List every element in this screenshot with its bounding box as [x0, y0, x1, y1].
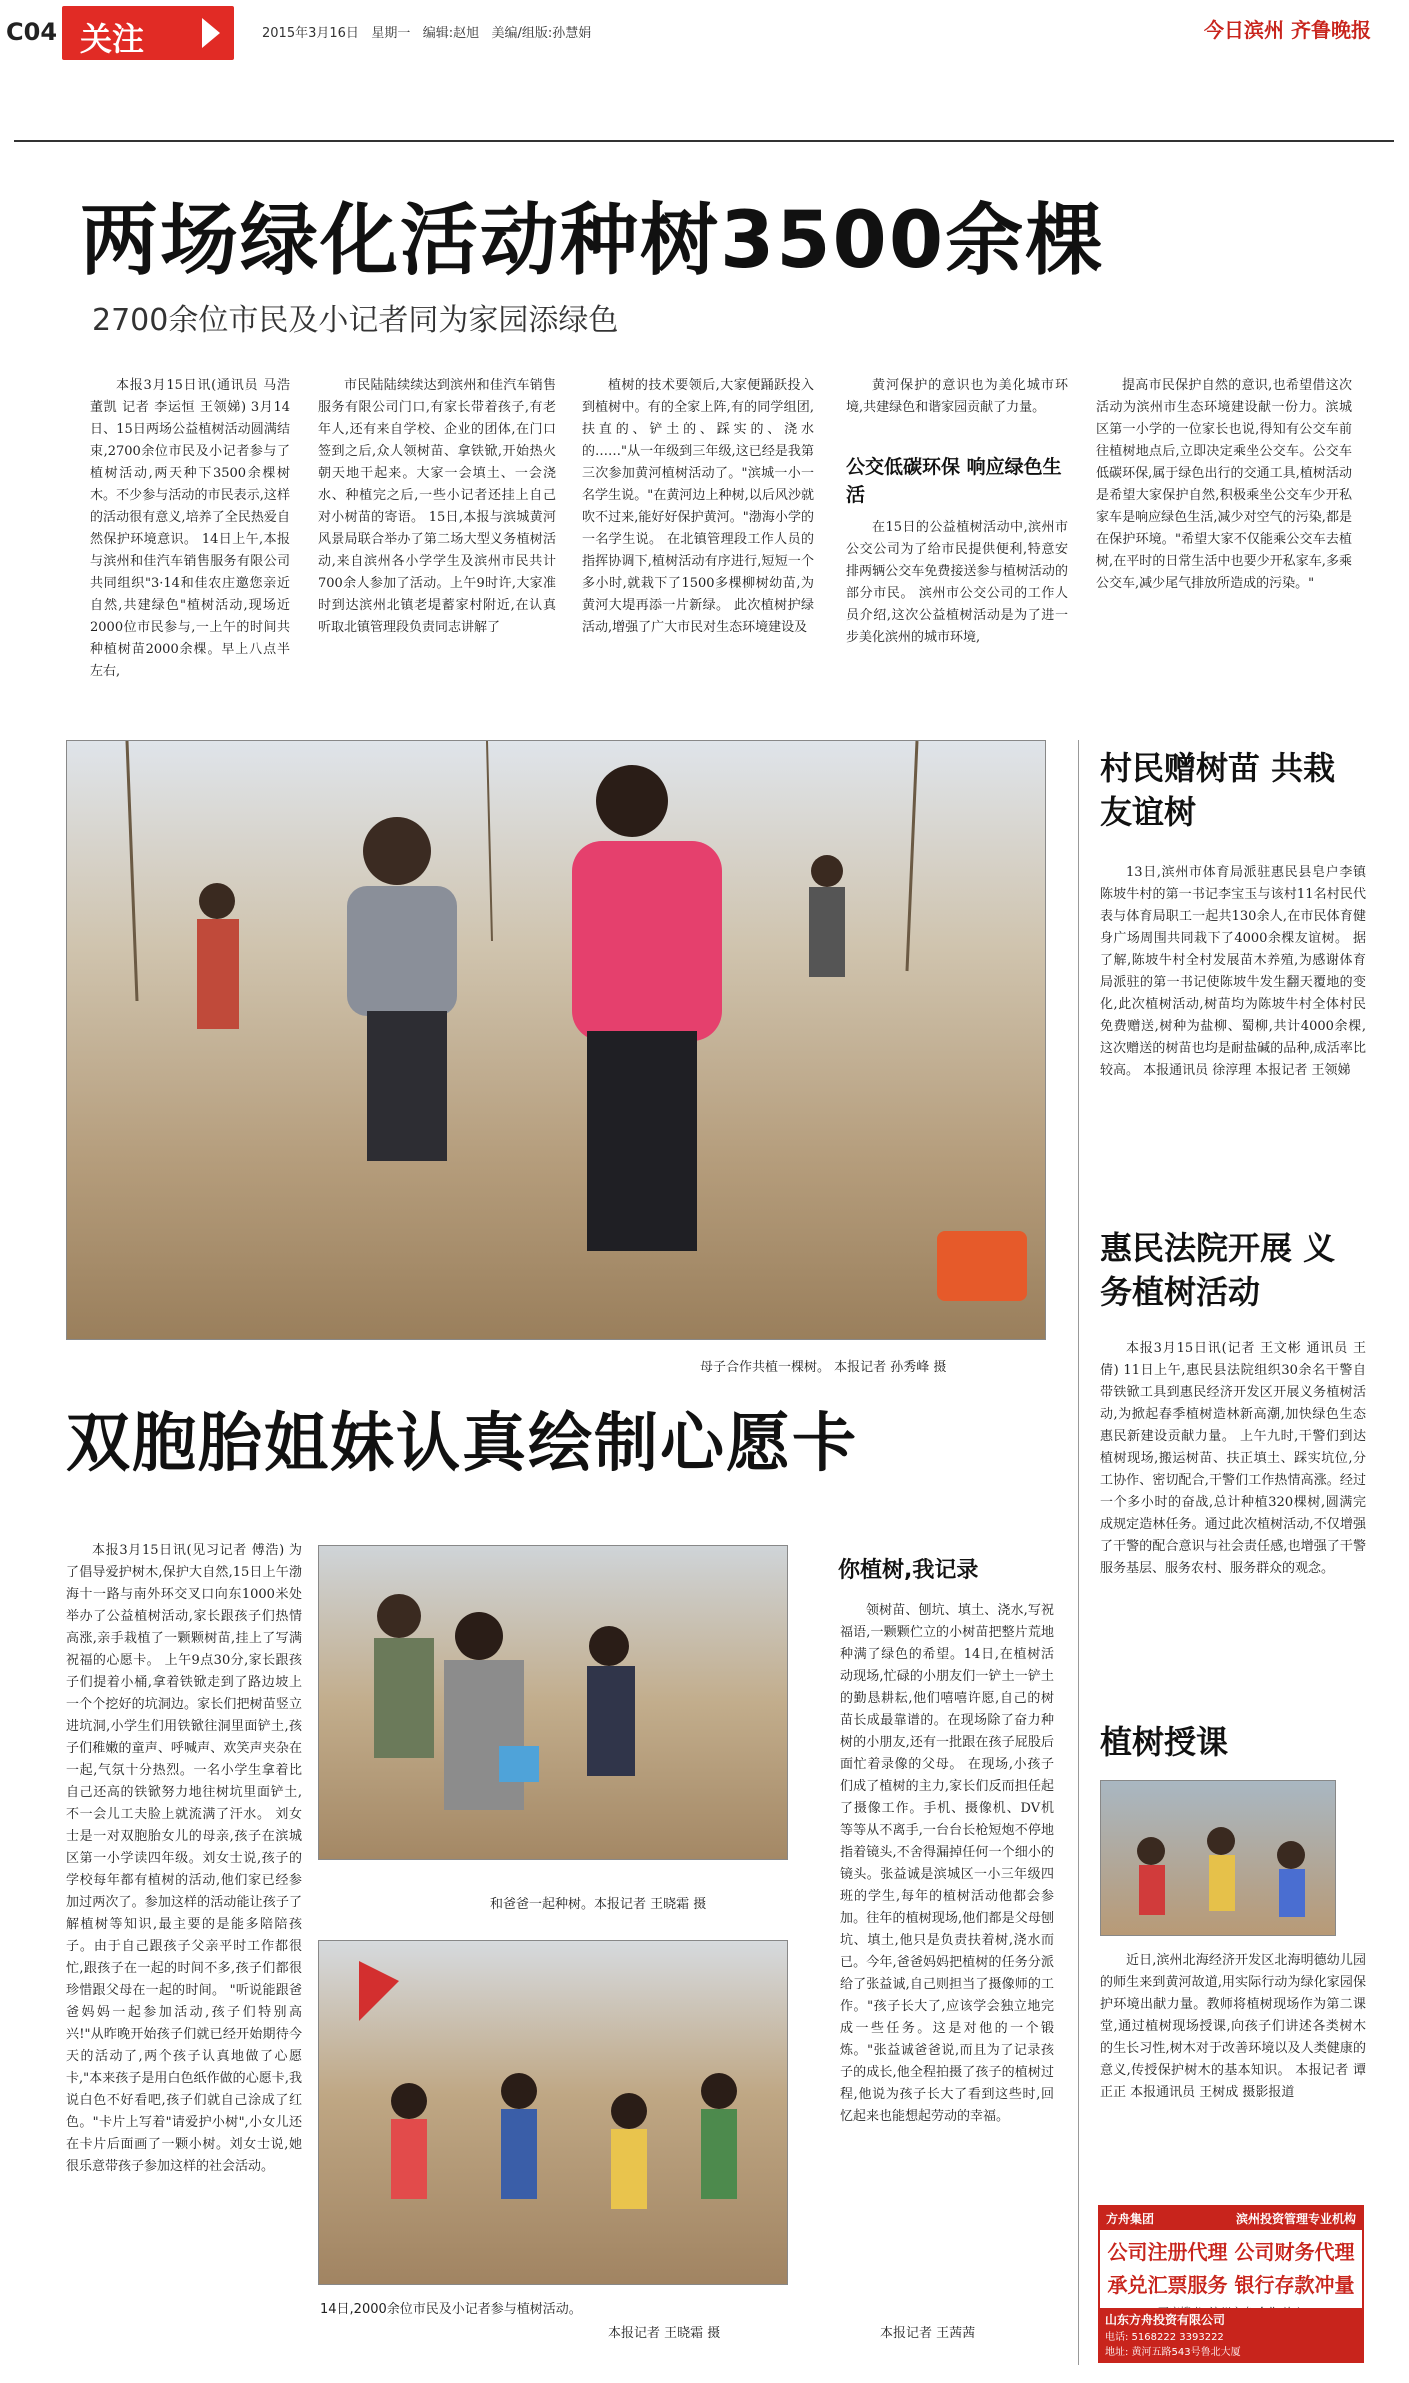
ad-slogan: 滨州投资管理专业机构: [1235, 2212, 1356, 2226]
section-label: 关注: [80, 20, 145, 58]
page-number: C04: [6, 18, 58, 46]
story2-headline: 双胞胎姐妹认真绘制心愿卡: [66, 1407, 858, 1481]
side1-headline: 村民赠树苗 共栽友谊树: [1100, 749, 1336, 831]
story2-body: 本报3月15日讯(见习记者 傅浩) 为了倡导爱护树木,保护大自然,15日上午渤海十一路与南外环交叉口向东1000米处举办了公益植树活动,家长跟孩子们热情高涨,亲手栽植了一颗颗树苗,挂上了写满祝福的心愿卡。 上午9点30分,家长跟孩子们提着小桶,拿着铁锨走到了路边坡上一个个挖好的坑洞边。家长们把树苗竖立进坑洞,小学生们用铁锨往洞里面铲土,孩子们稚嫩的童声、呼喊声、欢笑声夹杂在一起,气氛十分热烈。一名小学生拿着比自己还高的铁锨努力地往树坑里面铲土,不一会儿工夫脸上就流满了汗水。 刘女士是一对双胞胎女儿的母亲,孩子在滨城区第一小学读四年级。刘女士说,孩子的学校每年都有植树的活动,他们家已经参加过两次了。参加这样的活动能让孩子了解植树等知识,最主要的是能多陪陪孩子。由于自己跟孩子父亲平时工作都很忙,跟孩子在一起的时间不多,孩子们都很珍惜跟父母在一起的时间。 "听说能跟爸爸妈妈一起参加活动,孩子们特别高兴!"从昨晚开始孩子们就已经开始期待今天的活动了,两个孩子认真地做了心愿卡,"本来孩子是用白色纸作做的心愿卡,我说白色不好看吧,孩子们就自己涂成了红色。"卡片上写着"请爱护小树",小女儿还在卡片后面画了一颗小树。刘女士说,她很乐意带孩子参加这样的社会活动。: [66, 1543, 302, 2174]
main-photo-caption: 母子合作共植一棵树。 本报记者 孙秀峰 摄: [700, 1360, 947, 1375]
crowd-planting-photo: [319, 1941, 788, 2285]
story2-photo1: [318, 1545, 788, 1860]
story2-photo1-caption: 和爸爸一起种树。本报记者 王晓霜 摄: [490, 1897, 707, 1912]
side3-body: 近日,滨州北海经济开发区北海明德幼儿园的师生来到黄河故道,用实际行动为绿化家园保护环境出献力量。教师将植树现场作为第二课堂,通过植树现场授课,向孩子们讲述各类树木的生长习性,树木对于改善环境以及人类健康的意义,传授保护树木的基本知识。 本报记者 谭正正 本报通讯员 王树成 摄影报道: [1100, 1953, 1366, 2100]
father-child-photo: [319, 1546, 788, 1860]
sidebar-divider: [1078, 740, 1079, 2365]
story1-col5: 提高市民保护自然的意识,也希望借这次活动为滨州市生态环境建设献一份力。滨城区第一小学的一位家长也说,得知有公交车前往植树地点后,立即决定乘坐公交车。公交车低碳环保,属于绿色出行的交通工具,植树活动是希望大家保护自然,积极乘坐公交车少开私家车是响应绿色生活,减少对空气的污染,都是在保护环境。"希望大家不仅能乘公交车去植树,在平时的日常生活中也要少开私家车,多乘公交车,减少尾气排放所造成的污染。": [1096, 378, 1352, 591]
side3-headline: 植树授课: [1100, 1723, 1229, 1761]
issue-date: 2015年3月16日: [262, 26, 359, 41]
story2-photo2: [318, 1940, 788, 2285]
side2-headline: 惠民法院开展 义务植树活动: [1100, 1229, 1336, 1311]
story1-col4: 黄河保护的意识也为美化城市环境,共建绿色和谐家园贡献了力量。 公交低碳环保 响应绿色生活 在15日的公益植树活动中,滨州市公交公司为了给市民提供便利,特意安排两辆公交车免费接送参与植树活动的部分市民。 滨州市公交公司的工作人员介绍,这次公益植树活动是为了进一步美化滨州的城市环境,: [846, 378, 1068, 645]
header-rule: [14, 140, 1394, 142]
column-headline: 你植树,我记录: [838, 1558, 979, 1583]
ad-company: 方舟集团: [1106, 2212, 1155, 2226]
story1-col3: 植树的技术要领后,大家便踊跃投入到植树中。有的全家上阵,有的同学组团,扶直的、铲土的、踩实的、浇水的……"从一年级到三年级,这已经是我第三次参加黄河植树活动了。"滨城一小一名学生说。"在黄河边上种树,以后风沙就吹不过来,能好好保护黄河。"渤海小学的一名学生说。 在北镇管理段工作人员的指挥协调下,植树活动有序进行,短短一个多小时,就栽下了1500多棵柳树幼苗,为黄河大堤再添一片新绿。 此次植树护绿活动,增强了广大市民对生态环境建设及: [582, 378, 814, 635]
story2-photo2-caption: 14日,2000余位市民及小记者参与植树活动。: [320, 2302, 582, 2317]
ad-footer: 山东方舟投资有限公司: [1105, 2313, 1226, 2327]
column-byline: 本报记者 王茜茜: [880, 2326, 976, 2341]
side3-photo: [1100, 1780, 1336, 1936]
header-meta: [262, 22, 591, 41]
designer: 美编/组版:孙慧娟: [491, 26, 592, 41]
side1-body: 13日,滨州市体育局派驻惠民县皂户李镇陈坡牛村的第一书记李宝玉与该村11名村民代表与体育局职工一起共130余人,在市民体育健身广场周围共同栽下了4000余棵友谊树。 据了解,陈坡牛村全村发展苗木养殖,为感谢体育局派驻的第一书记使陈坡牛发生翻天覆地的变化,此次植树活动,树苗均为陈坡牛村全体村民免费赠送,树种为盐柳、蜀柳,共计4000余棵,这次赠送的树苗也均是耐盐碱的品种,成活率比较高。 本报通讯员 徐淳理 本报记者 王领娣: [1100, 865, 1366, 1078]
story1-col1: 本报3月15日讯(通讯员 马浩 董凯 记者 李运恒 王领娣) 3月14日、15日两场公益植树活动圆满结束,2700余位市民及小记者参与了植树活动,两天种下3500余棵树木。不少参与活动的市民表示,这样的活动很有意义,培养了全民热爱自然保护环境意识。 14日上午,本报与滨州和佳汽车销售服务有限公司共同组织"3·14和佳农庄邀您亲近自然,共建绿色"植树活动,现场近2000位市民参与,一上午的时间共种植树苗2000余棵。早上八点半左右,: [90, 378, 290, 679]
tree-planting-photo: [67, 741, 1046, 1340]
newspaper-logo: 今日滨州 齐鲁晚报: [1204, 18, 1371, 42]
kindergarten-photo: [1101, 1781, 1336, 1936]
double-chevron-icon: [202, 18, 220, 48]
story1-col2: 市民陆陆续续达到滨州和佳汽车销售服务有限公司门口,有家长带着孩子,有老年人,还有来自学校、企业的团体,在门口签到之后,众人领树苗、拿铁锨,开始热火朝天地干起来。大家一会填土、一会浇水、种植完之后,一些小记者还挂上自己对小树苗的寄语。 15日,本报与滨城黄河风景局联合举办了第二场大型义务植树活动,来自滨州各小学学生及滨州市民共计700余人参加了活动。上午9时许,大家准时到达滨州北镇老堤蓄家村附近,在认真听取北镇管理段负责同志讲解了: [318, 378, 556, 635]
column-body: 领树苗、刨坑、填土、浇水,写祝福语,一颗颗伫立的小树苗把整片荒地种满了绿色的希望。14日,在植树活动现场,忙碌的小朋友们一铲土一铲土的勤恳耕耘,他们嘻嘻许愿,自己的树苗长成最靠谱的。在现场除了奋力种树的小朋友,还有一批跟在孩子屁股后面忙着录像的父母。 在现场,小孩子们成了植树的主力,家长们反而担任起了摄像工作。手机、摄像机、DV机等等从不离手,一台台长枪短炮不停地指着镜头,不舍得漏掉任何一个细小的镜头。张益诚是滨城区一小三年级四班的学生,每年的植树活动他都会参加。往年的植树现场,他们都是父母刨坑、填土,他只是负责扶着树,浇水而已。今年,爸爸妈妈把植树的任务分派给了张益诚,自己则担当了摄像师的工作。"孩子长大了,应该学会独立地完成一些任务。这是对他的一个锻炼。"张益诚爸爸说,而且为了记录孩子的成长,他全程拍摄了孩子的植树过程,他说为孩子长大了看到这些时,回忆起来也能想起劳动的幸福。: [840, 1603, 1054, 2124]
advertisement: [1098, 2205, 1364, 2363]
ad-address: 地址: 黄河五路543号鲁北大厦: [1105, 2347, 1241, 2358]
story2-photo2-credit: 本报记者 王晓霜 摄: [608, 2326, 721, 2341]
ad-phone: 电话: 5168222 3393222: [1105, 2332, 1224, 2343]
story1-subhead: 公交低碳环保 响应绿色生活: [846, 456, 1062, 506]
ad-line1: 公司注册代理 公司财务代理: [1107, 2240, 1355, 2264]
section-badge: [62, 6, 234, 60]
ad-line2: 承兑汇票服务 银行存款冲量: [1107, 2273, 1355, 2297]
side2-body: 本报3月15日讯(记者 王文彬 通讯员 王倩) 11日上午,惠民县法院组织30余名干警自带铁锨工具到惠民经济开发区开展义务植树活动,为掀起春季植树造林新高潮,加快绿色生态惠民新建设贡献力量。 上午九时,干警们到达植树现场,搬运树苗、扶正填土、踩实坑位,分工协作、密切配合,干警们工作热情高涨。经过一个多小时的奋战,总计种植320棵树,圆满完成规定造林任务。通过此次植树活动,不仅增强了干警的配合意识与社会责任感,也增强了干警服务基层、服务农村、服务群众的观念。: [1100, 1341, 1366, 1576]
main-headline: 两场绿化活动种树3500余棵: [80, 196, 1106, 286]
main-photo: [66, 740, 1046, 1340]
weekday: 星期一: [371, 26, 411, 41]
editor: 编辑:赵旭: [422, 26, 480, 41]
main-subheadline: 2700余位市民及小记者同为家园添绿色: [92, 303, 619, 338]
